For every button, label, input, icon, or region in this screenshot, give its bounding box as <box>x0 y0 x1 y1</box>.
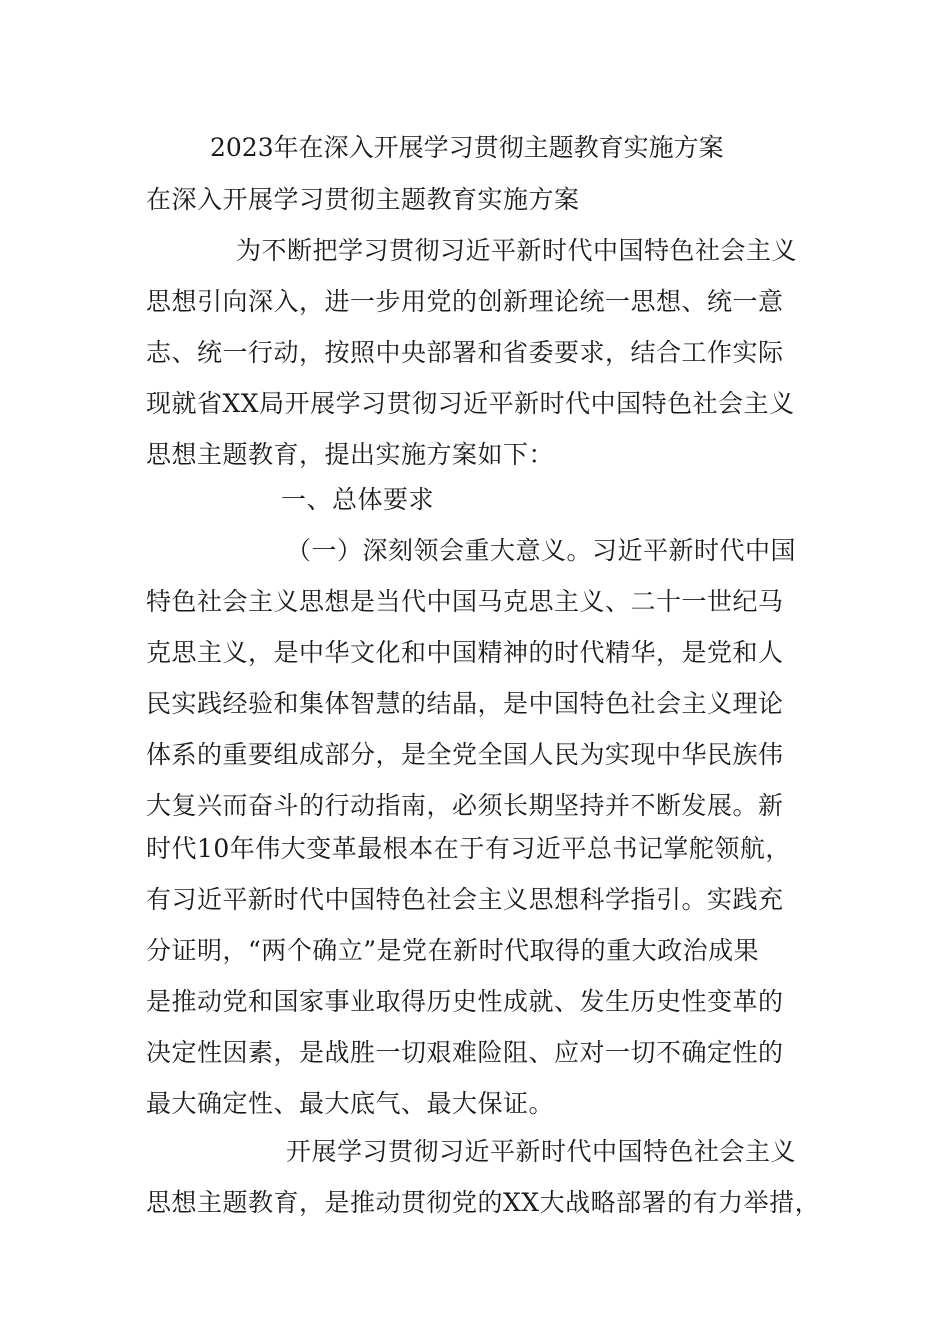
paragraph-line: 是推动党和国家事业取得历史性成就、发生历史性变革的 <box>146 987 784 1016</box>
paragraph-line: 思想主题教育，是推动贯彻党的XX大战略部署的有力举措， <box>146 1188 821 1217</box>
paragraph-line: 民实践经验和集体智慧的结晶，是中国特色社会主义理论 <box>146 689 784 718</box>
paragraph-line: 时代10年伟大变革最根本在于有习近平总书记掌舵领航， <box>146 834 791 863</box>
paragraph-line: 决定性因素，是战胜一切艰难险阻、应对一切不确定性的 <box>146 1038 784 1067</box>
paragraph-line: 体系的重要组成部分，是全党全国人民为实现中华民族伟 <box>146 740 784 769</box>
document-subtitle: 在深入开展学习贯彻主题教育实施方案 <box>146 185 580 214</box>
paragraph-line: 现就省XX局开展学习贯彻习近平新时代中国特色社会主义 <box>146 389 795 418</box>
paragraph-line: 开展学习贯彻习近平新时代中国特色社会主义 <box>286 1137 797 1166</box>
paragraph-line: 克思主义，是中华文化和中国精神的时代精华，是党和人 <box>146 638 784 667</box>
paragraph-line: 大复兴而奋斗的行动指南，必须长期坚持并不断发展。新 <box>146 791 784 820</box>
paragraph-line: （一）深刻领会重大意义。习近平新时代中国 <box>286 536 797 565</box>
paragraph-line: 最大确定性、最大底气、最大保证。 <box>146 1089 555 1118</box>
paragraph-line: 为不断把学习贯彻习近平新时代中国特色社会主义 <box>236 236 798 265</box>
paragraph-line: 特色社会主义思想是当代中国马克思主义、二十一世纪马 <box>146 587 784 616</box>
paragraph-line: 思想主题教育，提出实施方案如下： <box>146 440 555 469</box>
section-heading: 一、总体要求 <box>281 485 435 514</box>
document-title: 2023年在深入开展学习贯彻主题教育实施方案 <box>210 133 724 162</box>
paragraph-line: 分证明，“两个确立”是党在新时代取得的重大政治成果 <box>146 936 760 965</box>
paragraph-line: 有习近平新时代中国特色社会主义思想科学指引。实践充 <box>146 885 784 914</box>
paragraph-line: 思想引向深入，进一步用党的创新理论统一思想、统一意 <box>146 287 784 316</box>
paragraph-line: 志、统一行动，按照中央部署和省委要求，结合工作实际 <box>146 338 784 367</box>
